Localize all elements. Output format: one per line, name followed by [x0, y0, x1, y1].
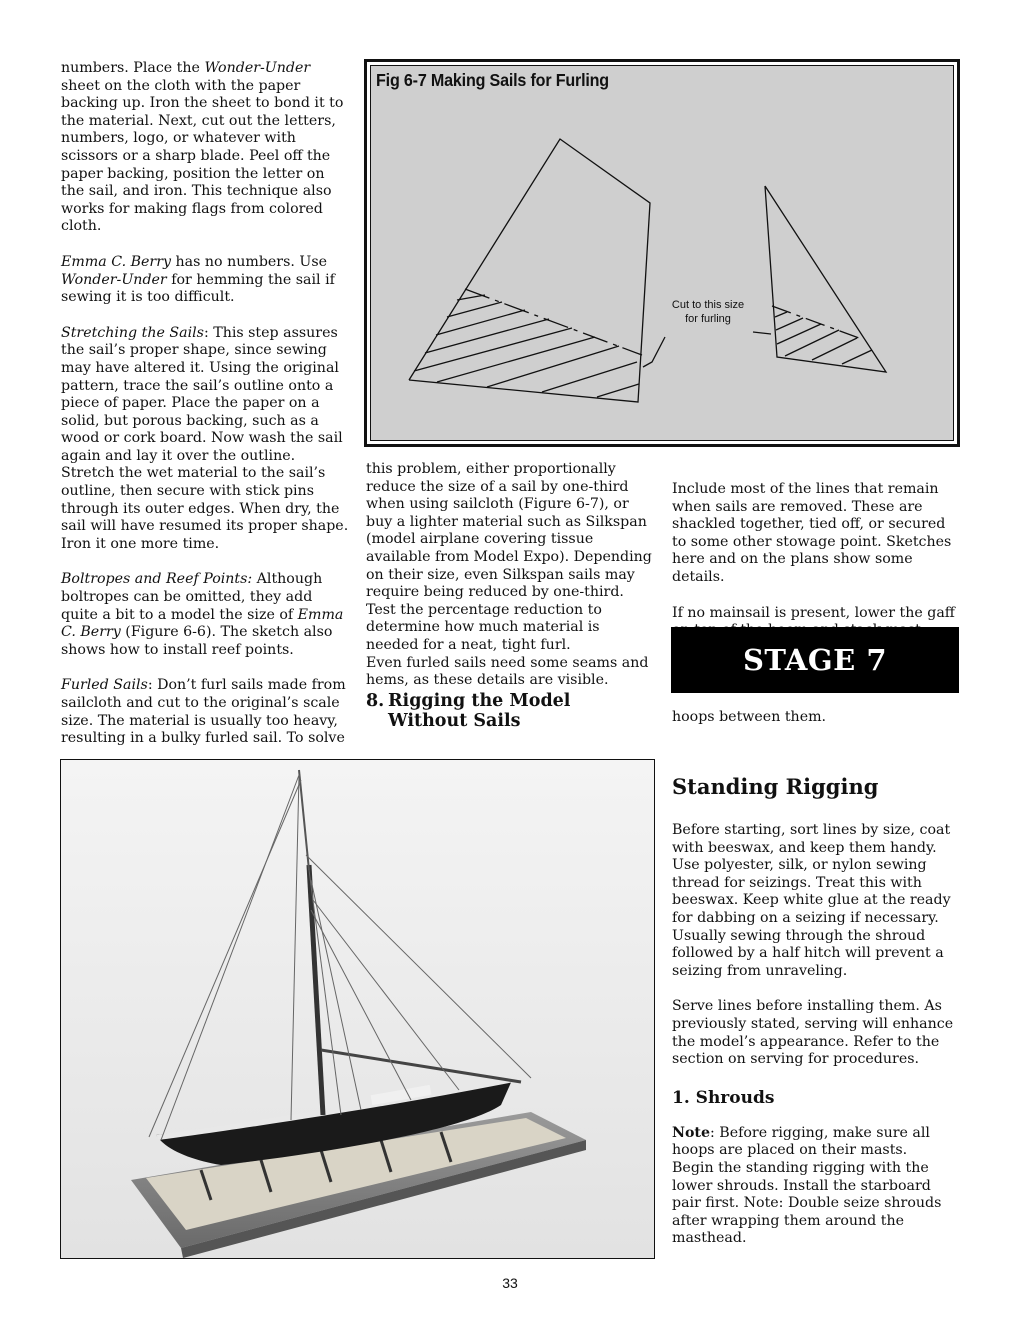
figure-making-sails: [364, 59, 960, 447]
subheading-shrouds: 1. Shrouds: [672, 1087, 775, 1108]
paragraph-numbers: Emma C. Berry has no numbers. Use Wonder-Under for hemming the sail if sewing it is too difficult.: [61, 253, 335, 306]
text-column-right-continued: [672, 709, 962, 745]
cut-size-label: Cut to this size for furling: [671, 299, 745, 325]
paragraph-seams-hems: Even furled sails need some seams and hems, as these details are visible.: [366, 654, 649, 689]
paragraph-begin-rigging: Begin the standing rigging with the lower shrouds. Install the starboard pair first. Note: Double seize shrouds after wrapping them around the masthead.: [672, 1159, 942, 1247]
ship-model-image: [61, 760, 655, 1259]
model-photo: [60, 759, 655, 1259]
paragraph-problem-solution: this problem, either proportionally reduce the size of a sail by one-third when using sailcloth (Figure 6-7), or buy a lighter material such as Silkspan (model airplane covering tissue available from Model Expo). Depending on their size, even Silkspan sails may require being reduced by one-third. Test the percentage reduction to determine how much material is needed for a neat, tight furl.: [366, 461, 652, 653]
large-sail-cut-line: [465, 289, 642, 355]
paragraph-note: Note: Before rigging, make sure all hoops are placed on their masts.: [672, 1124, 930, 1159]
section-heading-standing-rigging: Standing Rigging: [672, 774, 879, 799]
cut-pointer-right: [753, 332, 771, 334]
stage-banner: STAGE 7: [671, 627, 959, 693]
paragraph-sort-lines: Before starting, sort lines by size, coat with beeswax, and keep them handy. Use polyester, silk, or nylon sewing thread for seizings. Treat this with beeswax. Keep white glue at the ready for dabbing on a seizing if necessary. Usually sewing through the shroud followed by a half hitch will prevent a seizing from unraveling.: [672, 822, 951, 979]
paragraph-wonder-under: numbers. Place the Wonder-Under sheet on the cloth with the paper backing up. Iron the sheet to bond it to the material. Next, cut out the letters, numbers, logo, or whatever with scissors or a sharp blade. Peel off the paper backing, position the letter on the sail, and iron. This technique also works for making flags from colored cloth.: [61, 60, 344, 235]
cut-pointer-left: [643, 337, 665, 367]
paragraph-hoops: hoops between them.: [672, 709, 827, 725]
paragraph-lines-remain: Include most of the lines that remain when sails are removed. These are shackled together, tied off, or secured to some other stowage point. Sketches here and on the plans show some details.: [672, 481, 952, 585]
section-heading-rigging-without-sails: 8. Rigging the Model Without Sails: [366, 691, 571, 731]
paragraph-furled-sails: Furled Sails: Don’t furl sails made from sailcloth and cut to the original’s scale size. The material is usually too heavy, resulting in a bulky furled sail. To solve: [61, 677, 346, 747]
paragraph-no-mainsail: If no mainsail is present, lower the gaff: [672, 604, 955, 621]
paragraph-serve-lines: Serve lines before installing them. As previously stated, serving will enhance the model’s appearance. Refer to the section on serving for procedures.: [672, 998, 954, 1068]
page-number: 33: [502, 1275, 518, 1291]
paragraph-stretching-sails: Stretching the Sails: This step assures the sail’s proper shape, since sewing may have altered it. Using the original pattern, trace the sail’s outline onto a piece of paper. Place the paper on a solid, but porous backing, such as a wood or cork board. Now wash the sail again and lay it over the outline. Stretch the wet material to the sail’s outline, then secure with stick pins through its outer edges. When dry, the sail will have resumed its proper shape. Iron it one more time.: [61, 324, 349, 552]
large-sail-hatching: [414, 295, 639, 397]
small-sail-outline: [765, 186, 886, 372]
text-column-middle: [366, 461, 656, 708]
sail-diagram: [367, 62, 963, 450]
paragraph-boltropes: Boltropes and Reef Points: Although boltropes can be omitted, they add quite a bit to a model the size of Emma C. Berry (Figure 6-6). The sketch also shows how to install reef points.: [61, 571, 344, 658]
figure-title: Fig 6-7 Making Sails for Furling: [376, 70, 609, 90]
text-column-left: [61, 60, 351, 766]
text-column-standing-rigging: [672, 774, 964, 1266]
